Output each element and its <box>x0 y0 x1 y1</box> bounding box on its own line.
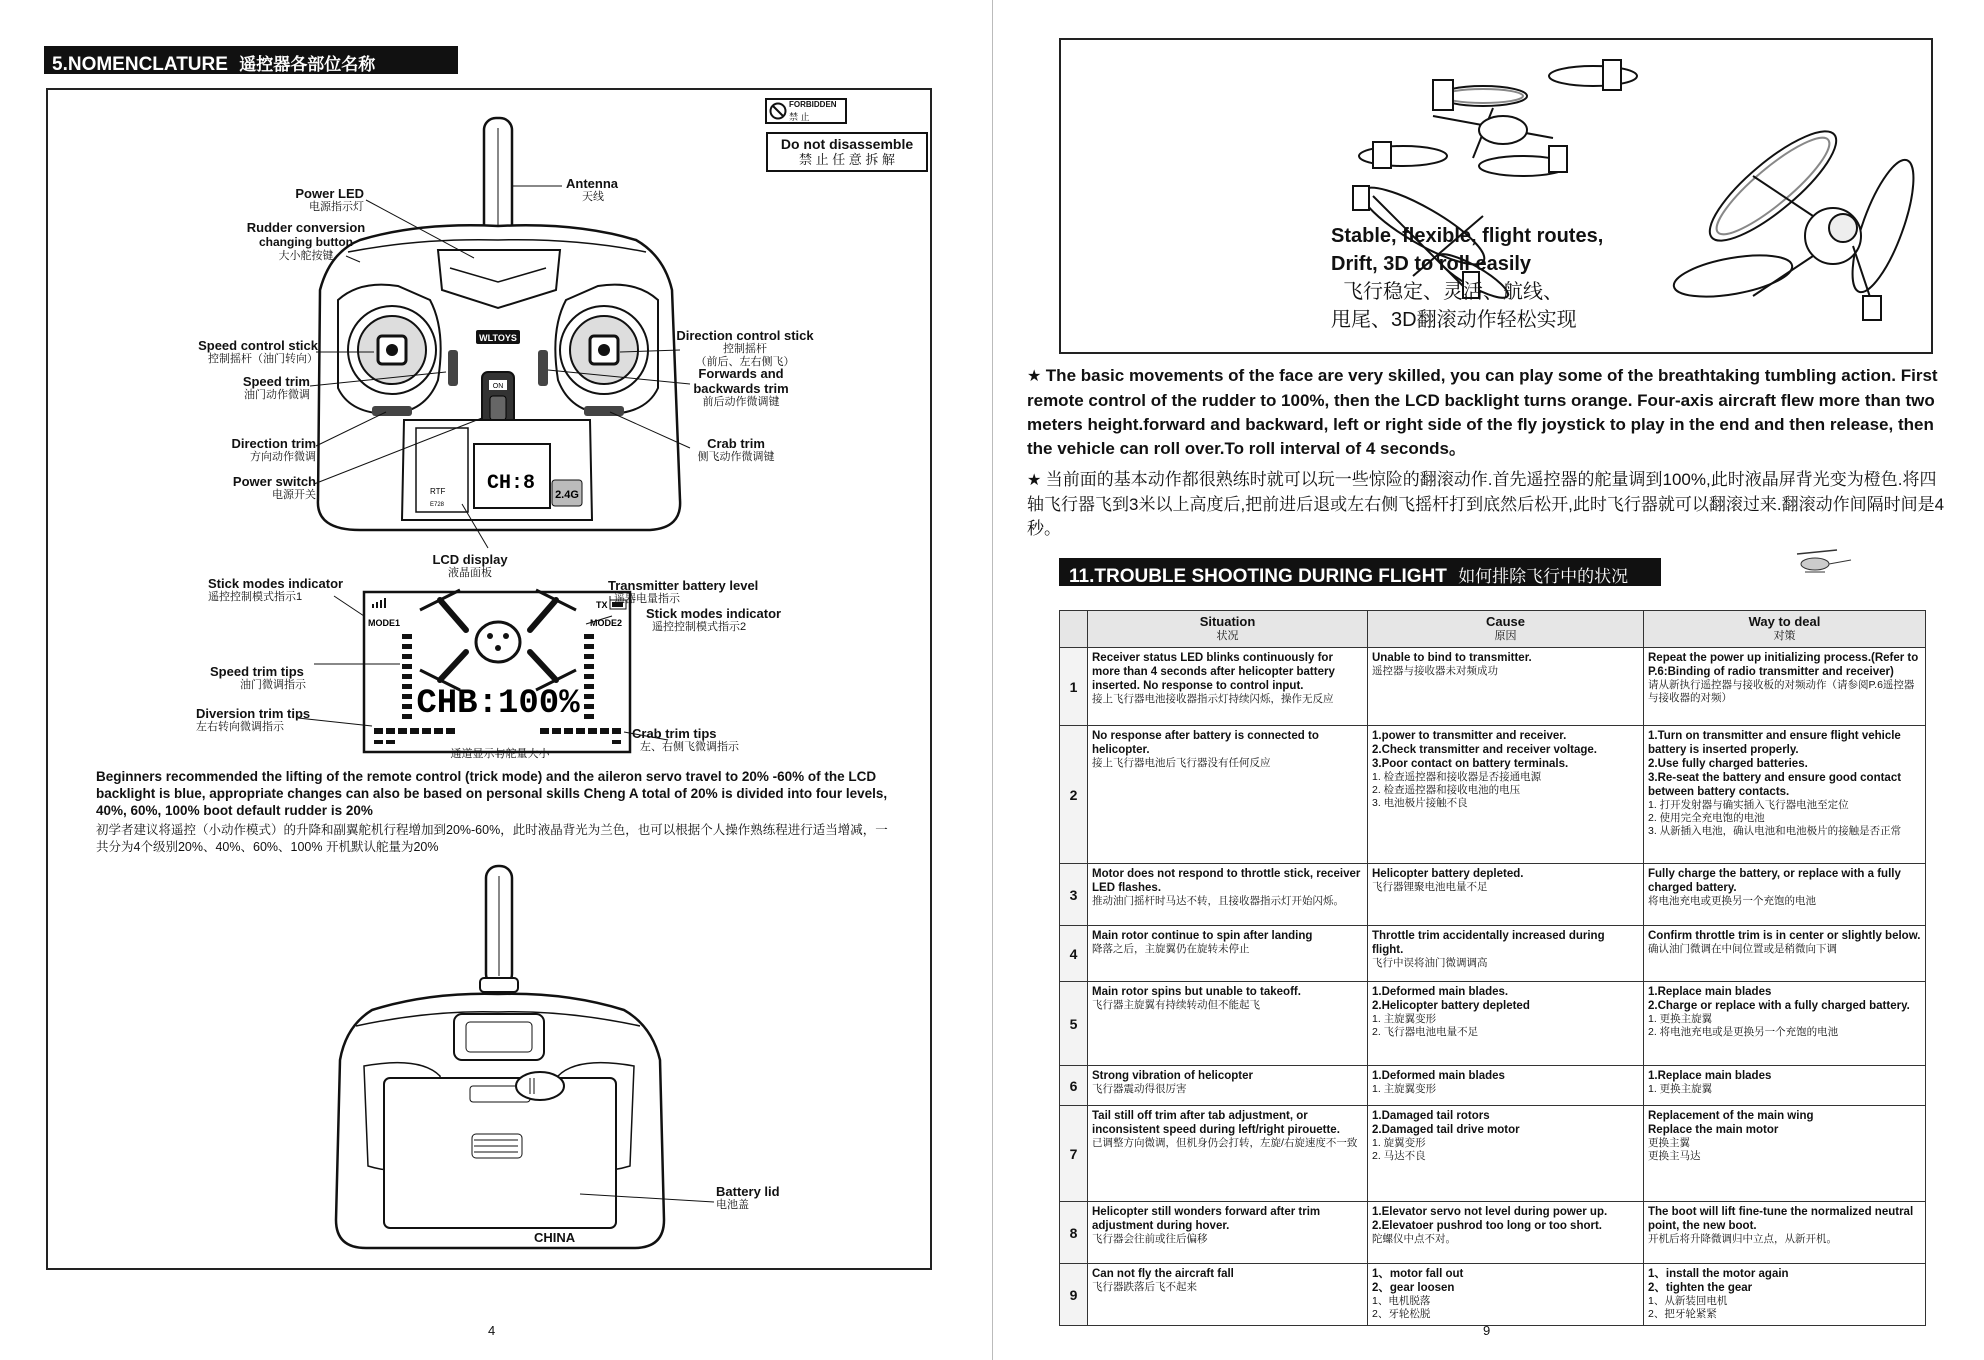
situation-cell-cn: 飞行器震动得很厉害 <box>1092 1083 1187 1095</box>
situation-cell <box>1088 982 1368 1066</box>
way-cell-en: The boot will lift fine-tune the normalized neutral point, the new boot. <box>1648 1206 1914 1232</box>
way-cell-cn: 1、从新装回电机 2、把牙轮紧紧 <box>1648 1295 1728 1320</box>
row-number: 1 <box>1060 648 1088 726</box>
table-row <box>1060 1202 1926 1264</box>
way-cell-cn: 更换主翼 更换主马达 <box>1648 1137 1701 1162</box>
way-cell-cn: 开机后将升降微调归中立点，从新开机。 <box>1648 1233 1837 1245</box>
way-cell-cn: 1. 打开发射器与确实插入飞行器电池至定位 2. 使用完全充电饱的电池 3. 从新插入电池，确认电池和电池极片的接触是否正常 <box>1648 799 1902 837</box>
forbidden-badge-en: FORBIDDEN <box>789 100 837 109</box>
cause-cell-en: 1.Elevator servo not level during power up. 2.Elevatoer pushrod too long or too short. <box>1372 1206 1608 1232</box>
cause-cell-cn: 1、电机脱落 2、牙轮松脱 <box>1372 1295 1431 1320</box>
cause-cell <box>1368 926 1644 982</box>
label-stick-mode-1: Stick modes indicator 遥控控制模式指示1 <box>208 576 344 603</box>
lcd-readout: CHB:100% <box>416 685 580 723</box>
situation-cell <box>1088 864 1368 926</box>
situation-cell <box>1088 1066 1368 1106</box>
label-forwards-backwards-trim: Forwards and backwards trim 前后动作微调键 <box>693 366 789 408</box>
cause-cell-cn: 1. 主旋翼变形 <box>1372 1083 1437 1095</box>
row-number: 5 <box>1060 982 1088 1066</box>
cause-cell-cn: 1. 旋翼变形 2. 马达不良 <box>1372 1137 1426 1162</box>
intro-cn: ★ 当前面的基本动作都很熟练时就可以玩一些惊险的翻滚动作.首先遥控器的舵量调到100%,此时液晶屏背光变为橙色.将四轴飞行器飞到3米以上高度后,把前进后退或左右侧飞摇杆打到底然后松开,此时飞行器就可以翻滚过来.翻滚动作间隔时间是4秒。 <box>1027 470 1945 538</box>
origin-label: CHINA <box>534 1230 576 1245</box>
label-stick-mode-2: Stick modes indicator 遥控控制模式指示2 <box>646 606 782 633</box>
right-page <box>992 0 1984 1360</box>
power-switch-on: ON <box>492 383 504 390</box>
way-cell-cn: 确认油门微调在中间位置或是稍微向下调 <box>1648 943 1837 955</box>
situation-cell-cn: 飞行器会往前或往后偏移 <box>1092 1233 1208 1245</box>
row-number: 2 <box>1060 726 1088 864</box>
nomenclature-title-en: 5.NOMENCLATURE <box>52 54 228 75</box>
label-power-led: Power LED 电源指示灯 <box>295 186 364 213</box>
way-cell <box>1644 1264 1926 1326</box>
banner-line1-cn: 飞行稳定、灵活、航线、 <box>1343 281 1563 303</box>
label-antenna: Antenna 天线 <box>566 176 618 203</box>
label-channel-display: 通道显示与舵量大小 <box>450 748 550 760</box>
label-lcd-display: LCD display 液晶面板 <box>432 552 508 579</box>
table-row <box>1060 1264 1926 1326</box>
table-header-situation: Situation 状况 <box>1088 611 1368 648</box>
cause-cell-en: Throttle trim accidentally increased during flight. <box>1372 930 1605 956</box>
situation-cell-cn: 飞行器跌落后飞不起来 <box>1092 1281 1197 1293</box>
row-number: 6 <box>1060 1066 1088 1106</box>
page-number-right: 9 <box>1483 1323 1491 1338</box>
cause-cell-cn: 1. 检查遥控器和接收器是否接通电源 2. 检查遥控器和接收电池的电压 3. 电池极片接触不良 <box>1372 771 1542 809</box>
intro-en: ★ The basic movements of the face are very skilled, you can play some of the breathtaking tumbling action. First remote control of the rudder to 100%, then the LCD backlight turns orange. Four-axis aircraft flew more than two meters height.forward and backward, left or right side of the fly joystick to play in the end and then release, then the vehicle can roll over.To roll interval of 4 seconds。 <box>1027 366 1938 458</box>
way-cell <box>1644 726 1926 864</box>
situation-cell <box>1088 726 1368 864</box>
situation-cell <box>1088 648 1368 726</box>
nomenclature-title-cn: 遥控器各部位名称 <box>239 55 376 74</box>
way-cell <box>1644 864 1926 926</box>
cause-cell <box>1368 1066 1644 1106</box>
way-cell-cn: 请从新执行遥控器与接收板的对频动作（请参阅P.6遥控器与接收器的对频） <box>1648 679 1915 704</box>
situation-cell-en: Strong vibration of helicopter <box>1092 1070 1254 1082</box>
label-speed-trim-tips: Speed trim tips 油门微调指示 <box>210 664 306 691</box>
way-cell <box>1644 1106 1926 1202</box>
situation-cell-cn: 已调整方向微调，但机身仍会打转，左旋/右旋速度不一致 <box>1092 1137 1358 1149</box>
situation-cell <box>1088 1106 1368 1202</box>
situation-cell-cn: 降落之后，主旋翼仍在旋转未停止 <box>1092 943 1250 955</box>
cause-cell-cn: 遥控器与接收器未对频成功 <box>1372 665 1498 677</box>
table-header-way: Way to deal 对策 <box>1644 611 1926 648</box>
controller-front-illustration <box>0 0 992 600</box>
way-cell-en: 1.Turn on transmitter and ensure flight vehicle battery is inserted properly. 2.Use fully charged batteries. 3.Re-seat the battery and ensure good contact between battery contacts. <box>1648 730 1902 798</box>
table-row <box>1060 1066 1926 1106</box>
page-number-left: 4 <box>488 1323 496 1338</box>
trouble-header <box>1059 558 1661 586</box>
cause-cell <box>1368 1106 1644 1202</box>
situation-cell-en: Main rotor spins but unable to takeoff. <box>1092 986 1301 998</box>
table-row <box>1060 1106 1926 1202</box>
label-diversion-trim-tips: Diversion trim tips 左右转向微调指示 <box>196 706 311 733</box>
cause-cell-en: 1.power to transmitter and receiver. 2.Check transmitter and receiver voltage. 3.Poor contact on battery terminals. <box>1372 730 1597 770</box>
helicopter-icon <box>1793 540 1853 580</box>
row-number: 8 <box>1060 1202 1088 1264</box>
label-speed-control-stick: Speed control stick 控制摇杆（油门转向） <box>198 338 318 365</box>
rtf-label: RTF <box>430 487 446 496</box>
label-direction-control-stick: Direction control stick 控制摇杆 （前后、左右侧飞） <box>676 328 814 368</box>
situation-cell-cn: 接上飞行器电池接收器指示灯持续闪烁，操作无反应 <box>1092 693 1334 705</box>
way-cell <box>1644 648 1926 726</box>
cause-cell-cn: 陀螺仪中点不对。 <box>1372 1233 1456 1245</box>
banner-line2-cn: 甩尾、3D翻滚动作轻松实现 <box>1331 309 1577 331</box>
label-rudder-conversion: Rudder conversion changing button 大小舵按键 <box>246 220 366 262</box>
table-header-cause: Cause 原因 <box>1368 611 1644 648</box>
way-cell-cn: 1. 更换主旋翼 <box>1648 1083 1713 1095</box>
label-battery-lid: Battery lid 电池盖 <box>716 1184 780 1211</box>
model-label: E728 <box>430 502 445 508</box>
label-speed-trim: Speed trim 油门动作微调 <box>242 374 310 401</box>
way-cell-en: 1、install the motor again 2、tighten the gear <box>1648 1268 1789 1294</box>
cause-cell <box>1368 648 1644 726</box>
banner-text <box>1331 222 1671 334</box>
situation-cell-en: No response after battery is connected to helicopter. <box>1092 730 1319 756</box>
beginner-note-cn: 初学者建议将遥控（小动作模式）的升降和副翼舵机行程增加到20%-60%，此时液晶背光为兰色，也可以根据个人操作熟练程进行适当增减，一共分为4个级别20%、40%、60%、100% 开机默认舵量为20% <box>96 823 888 854</box>
way-cell <box>1644 926 1926 982</box>
row-number: 3 <box>1060 864 1088 926</box>
cause-cell-en: 1.Deformed main blades. 2.Helicopter battery depleted <box>1372 986 1530 1012</box>
lcd-mode1: MODE1 <box>368 618 401 628</box>
cause-cell <box>1368 1264 1644 1326</box>
table-row <box>1060 648 1926 726</box>
situation-cell-en: Can not fly the aircraft fall <box>1092 1268 1234 1280</box>
cause-cell-en: 1.Damaged tail rotors 2.Damaged tail drive motor <box>1372 1110 1520 1136</box>
situation-cell <box>1088 926 1368 982</box>
trouble-title-en: 11.TROUBLE SHOOTING DURING FLIGHT <box>1069 566 1447 587</box>
cause-cell-cn: 飞行中误将油门微调调高 <box>1372 957 1488 969</box>
situation-cell-en: Helicopter still wonders forward after trim adjustment during hover. <box>1092 1206 1321 1232</box>
cause-cell-en: 1.Deformed main blades <box>1372 1070 1505 1082</box>
table-header-blank <box>1060 611 1088 648</box>
row-number: 4 <box>1060 926 1088 982</box>
controller-back-illustration <box>0 850 992 1290</box>
way-cell-cn: 1. 更换主旋翼 2. 将电池充电或是更换另一个充饱的电池 <box>1648 1013 1839 1038</box>
table-row <box>1060 864 1926 926</box>
cause-cell <box>1368 1202 1644 1264</box>
situation-cell-en: Motor does not respond to throttle stick, receiver LED flashes. <box>1092 868 1361 894</box>
table-row <box>1060 726 1926 864</box>
cause-cell <box>1368 982 1644 1066</box>
cause-cell-en: Helicopter battery depleted. <box>1372 868 1524 880</box>
trouble-title-cn: 如何排除飞行中的状况 <box>1458 567 1629 586</box>
controller-brand: WLTOYS <box>479 333 517 343</box>
label-direction-trim: Direction trim 方向动作微调 <box>231 436 316 463</box>
cause-cell-cn: 1. 主旋翼变形 2. 飞行器电池电量不足 <box>1372 1013 1479 1038</box>
way-cell-en: 1.Replace main blades <box>1648 1070 1772 1082</box>
way-cell-en: Confirm throttle trim is in center or slightly below. <box>1648 930 1921 942</box>
cause-cell-cn: 飞行器锂聚电池电量不足 <box>1372 881 1488 893</box>
cause-cell-en: Unable to bind to transmitter. <box>1372 652 1532 664</box>
way-cell-cn: 将电池充电或更换另一个充饱的电池 <box>1648 895 1816 907</box>
lcd-mini-readout: CH:8 <box>486 472 536 495</box>
label-power-switch: Power switch 电源开关 <box>232 474 316 501</box>
row-number: 9 <box>1060 1264 1088 1326</box>
way-cell-en: Replacement of the main wing Replace the main motor <box>1648 1110 1814 1136</box>
situation-cell-en: Tail still off trim after tab adjustment, or inconsistent speed during left/right pirouette. <box>1092 1110 1340 1136</box>
way-cell-en: Fully charge the battery, or replace with a fully charged battery. <box>1648 868 1901 894</box>
situation-cell-cn: 推动油门摇杆时马达不转，且接收器指示灯开始闪烁。 <box>1092 895 1344 907</box>
situation-cell <box>1088 1202 1368 1264</box>
forbidden-badge-cn: 禁 止 <box>789 112 810 122</box>
way-cell <box>1644 982 1926 1066</box>
banner-line2-en: Drift, 3D to roll easily <box>1331 253 1532 275</box>
beginner-note-en: Beginners recommended the lifting of the remote control (trick mode) and the aileron servo travel to 20% -60% of the LCD backlight is blue, appropriate changes can also be based on personal skills Cheng A total of 20% is divided into four levels, 40%, 60%, 100% boot default rudder is 20% <box>96 769 888 818</box>
lcd-tx-label: TX <box>596 600 608 610</box>
star-icon: ★ <box>1027 368 1046 385</box>
cause-cell-en: 1、motor fall out 2、gear loosen <box>1372 1268 1464 1294</box>
lcd-mode2: MODE2 <box>590 618 623 628</box>
way-cell-en: 1.Replace main blades 2.Charge or replace with a fully charged battery. <box>1648 986 1910 1012</box>
troubleshooting-table <box>1059 610 1926 1326</box>
disassemble-warning-en: Do not disassemble <box>780 136 914 152</box>
label-tx-battery: Transmitter battery level 遥器电量指示 <box>608 578 759 605</box>
cause-cell <box>1368 726 1644 864</box>
situation-cell <box>1088 1264 1368 1326</box>
row-number: 7 <box>1060 1106 1088 1202</box>
way-cell <box>1644 1202 1926 1264</box>
table-row <box>1060 982 1926 1066</box>
situation-cell-en: Receiver status LED blinks continuously for more than 4 seconds after helicopter battery inserted. No response to control input. <box>1092 652 1335 692</box>
way-cell <box>1644 1066 1926 1106</box>
label-crab-trim: Crab trim 侧飞动作微调键 <box>697 436 775 463</box>
table-header-row <box>1060 611 1926 648</box>
star-icon: ★ <box>1027 472 1046 489</box>
situation-cell-cn: 接上飞行器电池后飞行器没有任何反应 <box>1092 757 1271 769</box>
way-cell-en: Repeat the power up initializing process.(Refer to P.6:Binding of radio transmitter and receiver) <box>1648 652 1919 678</box>
band-label: 2.4G <box>555 489 579 501</box>
cause-cell <box>1368 864 1644 926</box>
label-crab-trim-tips: Crab trim tips 左、右侧飞微调指示 <box>632 726 739 753</box>
banner-line1-en: Stable, flexible, flight routes, <box>1331 225 1604 247</box>
disassemble-warning-cn: 禁 止 任 意 拆 解 <box>798 152 896 167</box>
table-row <box>1060 926 1926 982</box>
situation-cell-cn: 飞行器主旋翼有持续转动但不能起飞 <box>1092 999 1260 1011</box>
situation-cell-en: Main rotor continue to spin after landing <box>1092 930 1313 942</box>
